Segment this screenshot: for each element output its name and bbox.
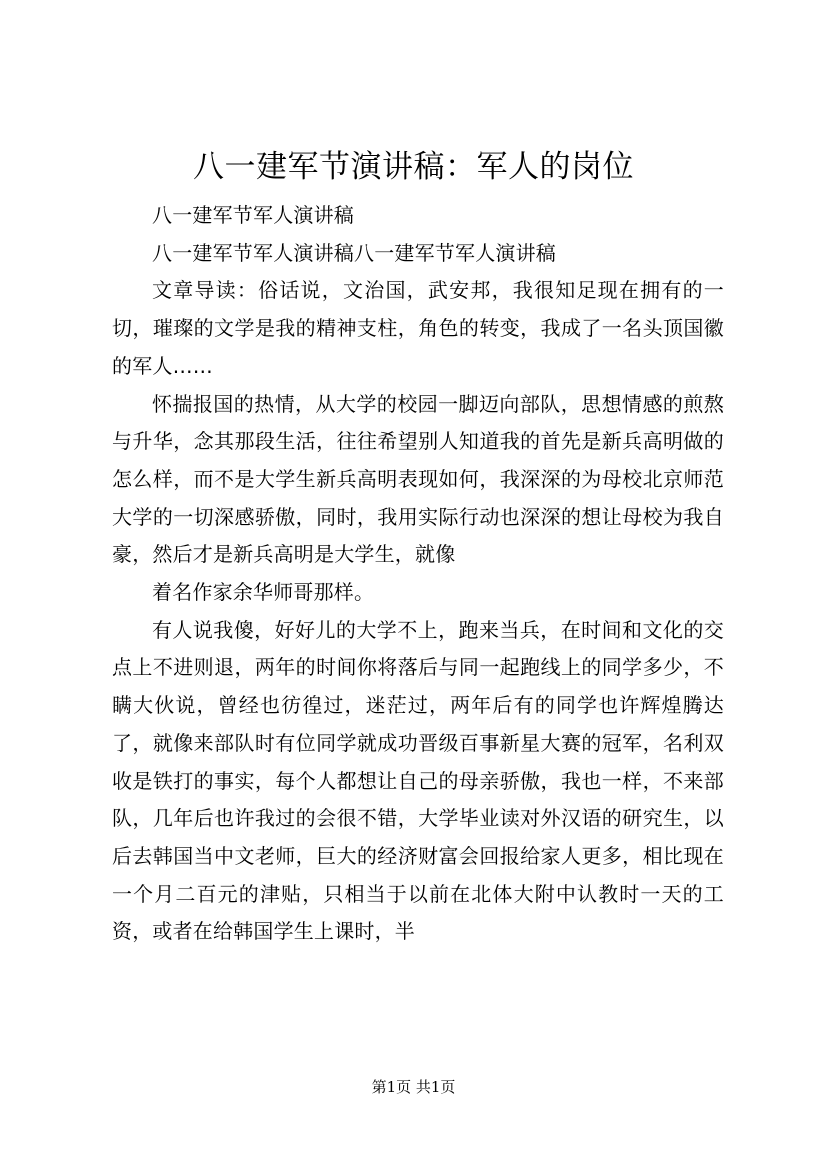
- paragraph-body: 怀揣报国的热情，从大学的校园一脚迈向部队，思想情感的煎熬与升华，念其那段生活，往往希望别人知道我的首先是新兵高明做的怎么样，而不是大学生新兵高明表现如何，我深深的为母校北京师范大学的一切深感骄傲，同时，我用实际行动也深深的想让母校为我自豪，然后才是新兵高明是大学生，就像: [112, 391, 724, 567]
- page-title: 八一建军节演讲稿：军人的岗位: [193, 149, 634, 185]
- paragraph-body: 着名作家余华师哥那样。: [152, 580, 375, 605]
- paragraph-subtitle: 八一建军节军人演讲稿: [152, 203, 354, 227]
- document-body: [112, 197, 724, 951]
- paragraph-intro: 文章导读：俗话说，文治国，武安邦，我很知足现在拥有的一切，璀璨的文学是我的精神支柱，角色的转变，我成了一名头顶国徽的军人……: [112, 278, 724, 378]
- paragraph-body: 有人说我傻，好好儿的大学不上，跑来当兵，在时间和文化的交点上不进则退，两年的时间你将落后与同一起跑线上的同学多少，不瞒大伙说，曾经也彷徨过，迷茫过，两年后有的同学也许辉煌腾达了，就像来部队时有位同学就成功晋级百事新星大赛的冠军，名利双收是铁打的事实，每个人都想让自己的母亲骄傲，我也一样，不来部队，几年后也许我过的会很不错，大学毕业读对外汉语的研究生，以后去韩国当中文老师，巨大的经济财富会回报给家人更多，相比现在一个月二百元的津贴，只相当于以前在北体大附中认教时一天的工资，或者在给韩国学生上课时，半: [112, 617, 724, 944]
- paragraph-repeated-subtitle: 八一建军节军人演讲稿八一建军节军人演讲稿: [152, 240, 556, 265]
- page-footer: 第1页 共1页: [371, 1078, 456, 1096]
